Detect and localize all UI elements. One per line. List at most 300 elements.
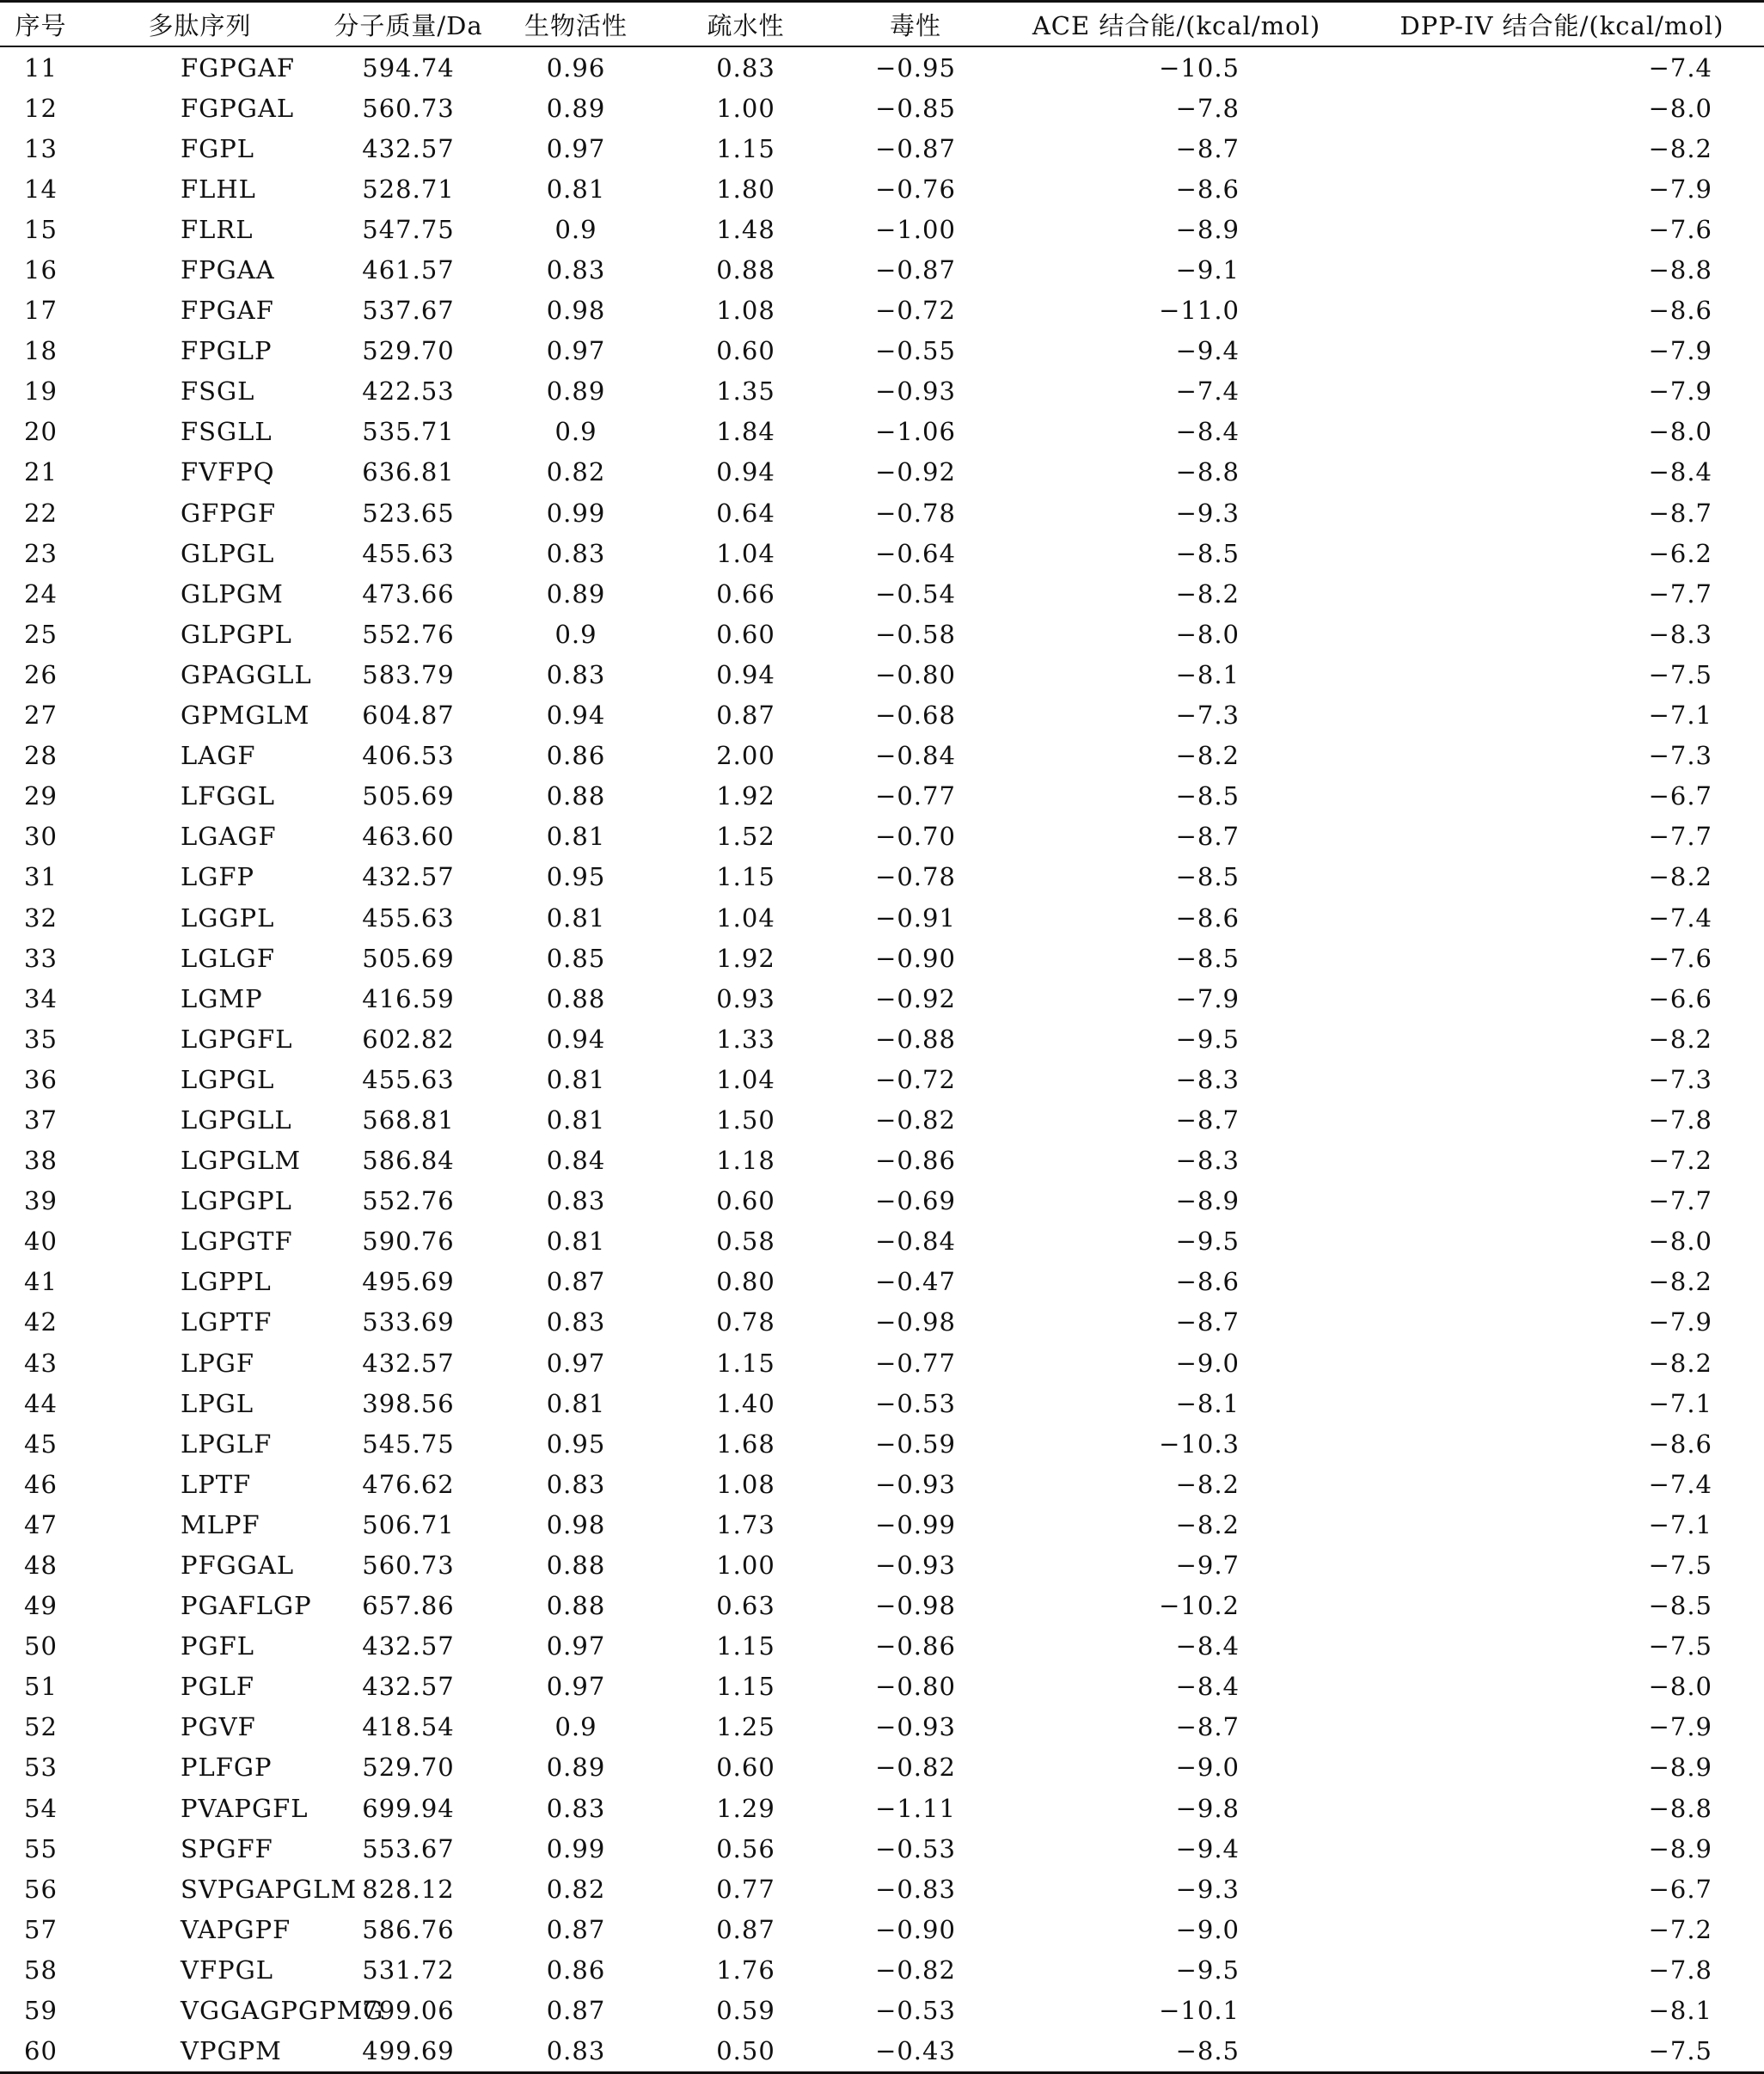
table-row: [0, 331, 1764, 371]
cell-ace-binding-energy: −8.0: [1175, 619, 1240, 649]
cell-ace-binding-energy: −7.9: [1175, 983, 1240, 1013]
table-row: [0, 1586, 1764, 1626]
cell-bioactivity: 0.81: [546, 1104, 606, 1135]
cell-sequence: FVFPQ: [181, 457, 275, 487]
table-row: [0, 1949, 1764, 1990]
cell-hydrophobicity: 0.60: [716, 619, 775, 649]
cell-molecular-mass: 547.75: [362, 214, 455, 244]
cell-index: 59: [24, 1996, 58, 2026]
cell-hydrophobicity: 0.60: [716, 1753, 775, 1783]
cell-sequence: GPMGLM: [181, 701, 310, 731]
cell-molecular-mass: 432.57: [362, 862, 455, 892]
header-sequence: 多肽序列: [82, 2, 318, 47]
cell-toxicity: −0.77: [875, 1348, 956, 1378]
cell-hydrophobicity: 0.80: [716, 1267, 775, 1297]
cell-bioactivity: 0.83: [546, 1469, 606, 1499]
cell-dppiv-binding-energy: −7.3: [1648, 1064, 1712, 1094]
cell-hydrophobicity: 0.94: [716, 457, 775, 487]
table-row: [0, 1059, 1764, 1099]
cell-index: 60: [0, 2031, 82, 2073]
cell-hydrophobicity: 1.50: [716, 1104, 775, 1135]
cell-dppiv-binding-energy: −8.1: [1648, 1996, 1712, 2026]
cell-bioactivity: 0.9: [554, 619, 597, 649]
cell-toxicity: −0.55: [875, 336, 956, 366]
cell-hydrophobicity: 1.04: [716, 1064, 775, 1094]
cell-index: 29: [24, 781, 58, 811]
cell-hydrophobicity: 0.60: [716, 336, 775, 366]
cell-hydrophobicity: 0.87: [716, 1914, 775, 1944]
cell-toxicity: −0.92: [875, 983, 956, 1013]
cell-sequence: GLPGPL: [181, 619, 292, 649]
table-row: [0, 614, 1764, 654]
cell-sequence: LGPTF: [181, 1307, 273, 1337]
cell-bioactivity: 0.88: [546, 1591, 606, 1621]
cell-molecular-mass: 590.76: [362, 1227, 455, 1257]
cell-molecular-mass: 455.63: [362, 538, 455, 568]
cell-toxicity: −0.82: [875, 1955, 956, 1985]
cell-molecular-mass: 506.71: [362, 1509, 455, 1539]
cell-dppiv-binding-energy: −8.7: [1648, 498, 1712, 528]
cell-toxicity: −0.80: [875, 659, 956, 689]
cell-toxicity: −0.90: [875, 943, 956, 973]
cell-toxicity: −0.78: [875, 498, 956, 528]
cell-molecular-mass: 828.12: [362, 1874, 455, 1904]
cell-molecular-mass: 461.57: [362, 255, 455, 285]
cell-ace-binding-energy: −9.1: [1175, 255, 1240, 285]
cell-sequence: LPGL: [181, 1388, 254, 1418]
cell-ace-binding-energy: −8.5: [1175, 781, 1240, 811]
cell-molecular-mass: 553.67: [362, 1833, 455, 1863]
cell-molecular-mass: 657.86: [362, 1591, 455, 1621]
cell-molecular-mass: 586.84: [362, 1146, 455, 1176]
cell-dppiv-binding-energy: −8.2: [1648, 133, 1712, 163]
cell-toxicity: −0.99: [875, 1509, 956, 1539]
cell-molecular-mass: 406.53: [362, 741, 455, 771]
cell-index: 34: [24, 983, 58, 1013]
table-row: [0, 249, 1764, 290]
cell-bioactivity: 0.99: [546, 1833, 606, 1863]
table-row: [0, 1343, 1764, 1383]
cell-bioactivity: 0.83: [546, 659, 606, 689]
header-molecular-mass: 分子质量/Da: [318, 2, 499, 47]
cell-dppiv-binding-energy: −6.2: [1648, 538, 1712, 568]
cell-toxicity: −0.53: [875, 1388, 956, 1418]
cell-index: 47: [24, 1509, 58, 1539]
cell-sequence: GLPGM: [181, 578, 284, 609]
cell-molecular-mass: 422.53: [362, 376, 455, 407]
cell-bioactivity: 0.83: [546, 255, 606, 285]
table-body: [0, 46, 1764, 2072]
cell-toxicity: −0.87: [875, 133, 956, 163]
cell-sequence: SVPGAPGLM: [181, 1874, 358, 1904]
cell-index: 44: [24, 1388, 58, 1418]
cell-dppiv-binding-energy: −8.6: [1648, 296, 1712, 326]
cell-sequence: GFPGF: [181, 498, 277, 528]
table-row: [0, 573, 1764, 614]
cell-ace-binding-energy: −8.5: [993, 2031, 1360, 2073]
cell-sequence: FPGLP: [181, 336, 273, 366]
cell-toxicity: −0.72: [875, 1064, 956, 1094]
cell-dppiv-binding-energy: −7.4: [1648, 52, 1712, 83]
table-row: [0, 1545, 1764, 1585]
cell-toxicity: −0.77: [875, 781, 956, 811]
cell-index: 13: [24, 133, 58, 163]
cell-sequence: FGPGAF: [181, 52, 296, 83]
cell-hydrophobicity: 1.92: [716, 781, 775, 811]
cell-dppiv-binding-energy: −8.2: [1648, 862, 1712, 892]
cell-index: 16: [24, 255, 58, 285]
cell-ace-binding-energy: −8.5: [1175, 538, 1240, 568]
cell-index: 18: [24, 336, 58, 366]
cell-bioactivity: 0.88: [546, 983, 606, 1013]
cell-sequence: LGAGF: [181, 822, 277, 852]
cell-toxicity: −1.06: [875, 417, 956, 447]
table-row: [0, 1828, 1764, 1869]
cell-sequence: FPGAF: [181, 296, 274, 326]
cell-hydrophobicity: 1.48: [716, 214, 775, 244]
table-row: [0, 1141, 1764, 1181]
cell-index: 25: [24, 619, 58, 649]
cell-molecular-mass: 418.54: [362, 1712, 455, 1742]
cell-molecular-mass: 533.69: [362, 1307, 455, 1337]
cell-bioactivity: 0.82: [546, 1874, 606, 1904]
cell-sequence: LPGF: [181, 1348, 255, 1378]
cell-dppiv-binding-energy: −8.0: [1648, 417, 1712, 447]
cell-ace-binding-energy: −10.2: [1159, 1591, 1240, 1621]
table-row: [0, 88, 1764, 128]
cell-ace-binding-energy: −7.4: [1175, 376, 1240, 407]
table-row: [0, 695, 1764, 736]
cell-sequence: LGPGLL: [181, 1104, 292, 1135]
cell-bioactivity: 0.84: [546, 1146, 606, 1176]
cell-index: 21: [24, 457, 58, 487]
table-row: [0, 1626, 1764, 1667]
cell-dppiv-binding-energy: −7.9: [1648, 376, 1712, 407]
cell-ace-binding-energy: −8.3: [1175, 1146, 1240, 1176]
cell-index: 26: [24, 659, 58, 689]
cell-ace-binding-energy: −8.2: [1175, 1509, 1240, 1539]
cell-hydrophobicity: 0.60: [716, 1186, 775, 1216]
cell-molecular-mass: 586.76: [362, 1914, 455, 1944]
cell-hydrophobicity: 0.88: [716, 255, 775, 285]
cell-sequence: PGAFLGP: [181, 1591, 312, 1621]
cell-bioactivity: 0.82: [546, 457, 606, 487]
table-row: [0, 1423, 1764, 1464]
cell-index: 42: [24, 1307, 58, 1337]
cell-toxicity: −0.70: [875, 822, 956, 852]
cell-ace-binding-energy: −9.0: [1175, 1914, 1240, 1944]
cell-bioactivity: 0.9: [554, 417, 597, 447]
cell-molecular-mass: 455.63: [362, 902, 455, 933]
table-row: [0, 1707, 1764, 1747]
cell-dppiv-binding-energy: −7.9: [1648, 336, 1712, 366]
table-row: [0, 1991, 1764, 2031]
cell-toxicity: −0.90: [875, 1914, 956, 1944]
cell-dppiv-binding-energy: −8.0: [1648, 1227, 1712, 1257]
cell-dppiv-binding-energy: −8.0: [1648, 93, 1712, 123]
cell-sequence: LGPPL: [181, 1267, 272, 1297]
table-row: [0, 978, 1764, 1019]
cell-index: 50: [24, 1631, 58, 1661]
cell-toxicity: −0.87: [875, 255, 956, 285]
cell-ace-binding-energy: −8.4: [1175, 1672, 1240, 1702]
cell-dppiv-binding-energy: −8.2: [1648, 1348, 1712, 1378]
table-row: [0, 817, 1764, 857]
cell-hydrophobicity: 1.15: [716, 133, 775, 163]
header-hydrophobicity: 疏水性: [653, 2, 838, 47]
cell-bioactivity: 0.9: [554, 214, 597, 244]
cell-index: 11: [24, 52, 58, 83]
cell-molecular-mass: 531.72: [362, 1955, 455, 1985]
table-row: [0, 1383, 1764, 1423]
cell-ace-binding-energy: −8.7: [1175, 133, 1240, 163]
cell-dppiv-binding-energy: −7.6: [1648, 943, 1712, 973]
cell-ace-binding-energy: −9.5: [1175, 1227, 1240, 1257]
cell-bioactivity: 0.9: [554, 1712, 597, 1742]
cell-molecular-mass: 473.66: [362, 578, 455, 609]
cell-bioactivity: 0.87: [546, 1914, 606, 1944]
cell-bioactivity: 0.98: [546, 1509, 606, 1539]
cell-dppiv-binding-energy: −7.2: [1648, 1146, 1712, 1176]
cell-hydrophobicity: 0.66: [716, 578, 775, 609]
cell-index: 31: [24, 862, 58, 892]
table-row: [0, 1019, 1764, 1059]
cell-sequence: FSGL: [181, 376, 255, 407]
table-row: [0, 1667, 1764, 1707]
cell-toxicity: −0.64: [875, 538, 956, 568]
cell-sequence: FGPL: [181, 133, 255, 163]
cell-bioactivity: 0.83: [546, 1186, 606, 1216]
cell-ace-binding-energy: −8.1: [1175, 659, 1240, 689]
cell-sequence: FLRL: [181, 214, 254, 244]
cell-bioactivity: 0.81: [546, 822, 606, 852]
cell-sequence: VFPGL: [181, 1955, 274, 1985]
cell-index: 28: [24, 741, 58, 771]
cell-dppiv-binding-energy: −7.3: [1648, 741, 1712, 771]
cell-bioactivity: 0.96: [546, 52, 606, 83]
cell-ace-binding-energy: −8.5: [1175, 862, 1240, 892]
cell-index: 56: [24, 1874, 58, 1904]
cell-index: 12: [24, 93, 58, 123]
cell-molecular-mass: 594.74: [362, 52, 455, 83]
cell-hydrophobicity: 1.15: [716, 1348, 775, 1378]
cell-toxicity: −0.59: [875, 1429, 956, 1459]
cell-hydrophobicity: 1.40: [716, 1388, 775, 1418]
cell-molecular-mass: 545.75: [362, 1429, 455, 1459]
cell-sequence: MLPF: [181, 1509, 260, 1539]
cell-bioactivity: 0.94: [546, 701, 606, 731]
cell-sequence: LGLGF: [181, 943, 275, 973]
cell-index: 46: [24, 1469, 58, 1499]
table-row: [0, 492, 1764, 533]
cell-molecular-mass: 568.81: [362, 1104, 455, 1135]
table-row: [0, 1262, 1764, 1302]
cell-molecular-mass: 552.76: [362, 619, 455, 649]
cell-ace-binding-energy: −9.4: [1175, 336, 1240, 366]
cell-molecular-mass: 799.06: [362, 1996, 455, 2026]
table-row: [0, 412, 1764, 452]
cell-sequence: FSGLL: [181, 417, 273, 447]
cell-molecular-mass: 432.57: [362, 1672, 455, 1702]
cell-toxicity: −0.53: [875, 1833, 956, 1863]
cell-hydrophobicity: 1.80: [716, 174, 775, 204]
cell-hydrophobicity: 1.35: [716, 376, 775, 407]
cell-toxicity: −0.53: [875, 1996, 956, 2026]
cell-toxicity: −0.72: [875, 296, 956, 326]
header-toxicity: 毒性: [838, 2, 993, 47]
cell-index: 22: [24, 498, 58, 528]
cell-molecular-mass: 699.94: [362, 1793, 455, 1823]
cell-molecular-mass: 505.69: [362, 781, 455, 811]
cell-sequence: LGMP: [181, 983, 263, 1013]
cell-dppiv-binding-energy: −7.7: [1648, 1186, 1712, 1216]
cell-index: 30: [24, 822, 58, 852]
cell-hydrophobicity: 1.04: [716, 902, 775, 933]
cell-bioactivity: 0.81: [546, 1227, 606, 1257]
cell-toxicity: −0.93: [875, 1551, 956, 1581]
cell-hydrophobicity: 0.93: [716, 983, 775, 1013]
cell-bioactivity: 0.86: [546, 1955, 606, 1985]
cell-ace-binding-energy: −8.2: [1175, 578, 1240, 609]
cell-hydrophobicity: 0.83: [716, 52, 775, 83]
header-ace-binding-energy: ACE 结合能/(kcal/mol): [993, 2, 1360, 47]
cell-bioactivity: 0.83: [546, 1307, 606, 1337]
cell-hydrophobicity: 1.15: [716, 862, 775, 892]
cell-dppiv-binding-energy: −8.4: [1648, 457, 1712, 487]
cell-molecular-mass: 602.82: [362, 1024, 455, 1054]
header-index: 序号: [0, 2, 82, 47]
cell-molecular-mass: 499.69: [318, 2031, 499, 2073]
cell-toxicity: −0.93: [875, 376, 956, 407]
cell-bioactivity: 0.89: [546, 578, 606, 609]
cell-bioactivity: 0.88: [546, 1551, 606, 1581]
cell-molecular-mass: 523.65: [362, 498, 455, 528]
cell-dppiv-binding-energy: −7.5: [1648, 659, 1712, 689]
cell-hydrophobicity: 1.52: [716, 822, 775, 852]
cell-hydrophobicity: 1.15: [716, 1672, 775, 1702]
cell-index: 24: [24, 578, 58, 609]
table-row: [0, 291, 1764, 331]
cell-molecular-mass: 432.57: [362, 1348, 455, 1378]
cell-dppiv-binding-energy: −8.6: [1648, 1429, 1712, 1459]
table-row: [0, 1869, 1764, 1909]
cell-molecular-mass: 495.69: [362, 1267, 455, 1297]
cell-toxicity: −0.86: [875, 1631, 956, 1661]
cell-bioactivity: 0.97: [546, 1631, 606, 1661]
table-row: [0, 1788, 1764, 1828]
cell-bioactivity: 0.88: [546, 781, 606, 811]
cell-sequence: VGGAGPGPMG: [181, 1996, 384, 2026]
cell-ace-binding-energy: −8.1: [1175, 1388, 1240, 1418]
cell-ace-binding-energy: −10.1: [1159, 1996, 1240, 2026]
cell-dppiv-binding-energy: −7.2: [1648, 1914, 1712, 1944]
cell-dppiv-binding-energy: −7.1: [1648, 701, 1712, 731]
cell-ace-binding-energy: −8.4: [1175, 417, 1240, 447]
cell-dppiv-binding-energy: −8.8: [1648, 255, 1712, 285]
cell-index: 45: [24, 1429, 58, 1459]
cell-index: 41: [24, 1267, 58, 1297]
header-dppiv-binding-energy: DPP-IV 结合能/(kcal/mol): [1360, 2, 1764, 47]
cell-bioactivity: 0.89: [546, 93, 606, 123]
table-row: [0, 654, 1764, 694]
cell-toxicity: −0.83: [875, 1874, 956, 1904]
cell-molecular-mass: 416.59: [362, 983, 455, 1013]
cell-sequence: FLHL: [181, 174, 256, 204]
cell-toxicity: −0.76: [875, 174, 956, 204]
cell-sequence: FGPGAL: [181, 93, 295, 123]
cell-index: 20: [24, 417, 58, 447]
cell-toxicity: −1.00: [875, 214, 956, 244]
cell-ace-binding-energy: −9.8: [1175, 1793, 1240, 1823]
cell-dppiv-binding-energy: −7.5: [1648, 1631, 1712, 1661]
table-row: [0, 736, 1764, 776]
cell-index: 35: [24, 1024, 58, 1054]
cell-index: 57: [24, 1914, 58, 1944]
cell-hydrophobicity: 0.58: [716, 1227, 775, 1257]
cell-hydrophobicity: 0.94: [716, 659, 775, 689]
cell-molecular-mass: 476.62: [362, 1469, 455, 1499]
cell-sequence: VAPGPF: [181, 1914, 291, 1944]
cell-bioactivity: 0.97: [546, 1348, 606, 1378]
cell-bioactivity: 0.81: [546, 1064, 606, 1094]
cell-dppiv-binding-energy: −7.4: [1648, 1469, 1712, 1499]
cell-sequence: GPAGGLL: [181, 659, 312, 689]
cell-molecular-mass: 552.76: [362, 1186, 455, 1216]
table-row: [0, 857, 1764, 897]
cell-molecular-mass: 505.69: [362, 943, 455, 973]
cell-toxicity: −0.43: [838, 2031, 993, 2073]
table-row: [0, 897, 1764, 938]
cell-ace-binding-energy: −8.2: [1175, 741, 1240, 771]
cell-toxicity: −0.98: [875, 1591, 956, 1621]
cell-hydrophobicity: 1.08: [716, 296, 775, 326]
cell-dppiv-binding-energy: −8.9: [1648, 1753, 1712, 1783]
table-row: [0, 2031, 1764, 2073]
cell-sequence: LGFP: [181, 862, 255, 892]
cell-ace-binding-energy: −9.5: [1175, 1955, 1240, 1985]
cell-hydrophobicity: 1.08: [716, 1469, 775, 1499]
cell-hydrophobicity: 0.50: [653, 2031, 838, 2073]
cell-molecular-mass: 560.73: [362, 1551, 455, 1581]
cell-toxicity: −0.82: [875, 1753, 956, 1783]
cell-index: 49: [24, 1591, 58, 1621]
table-row: [0, 1099, 1764, 1140]
cell-dppiv-binding-energy: −7.7: [1648, 822, 1712, 852]
header-row: [0, 2, 1764, 47]
cell-hydrophobicity: 1.25: [716, 1712, 775, 1742]
cell-index: 14: [24, 174, 58, 204]
cell-sequence: LGPGLM: [181, 1146, 302, 1176]
cell-hydrophobicity: 0.63: [716, 1591, 775, 1621]
cell-molecular-mass: 535.71: [362, 417, 455, 447]
cell-ace-binding-energy: −9.7: [1175, 1551, 1240, 1581]
cell-index: 58: [24, 1955, 58, 1985]
cell-dppiv-binding-energy: −8.2: [1648, 1024, 1712, 1054]
cell-ace-binding-energy: −9.5: [1175, 1024, 1240, 1054]
cell-dppiv-binding-energy: −8.0: [1648, 1672, 1712, 1702]
cell-index: 48: [24, 1551, 58, 1581]
cell-bioactivity: 0.95: [546, 1429, 606, 1459]
cell-bioactivity: 0.87: [546, 1267, 606, 1297]
cell-sequence: PGVF: [181, 1712, 256, 1742]
cell-dppiv-binding-energy: −8.5: [1648, 1591, 1712, 1621]
cell-hydrophobicity: 0.77: [716, 1874, 775, 1904]
cell-toxicity: −0.93: [875, 1469, 956, 1499]
cell-hydrophobicity: 1.73: [716, 1509, 775, 1539]
cell-sequence: PFGGAL: [181, 1551, 295, 1581]
cell-dppiv-binding-energy: −8.3: [1648, 619, 1712, 649]
cell-toxicity: −0.91: [875, 902, 956, 933]
